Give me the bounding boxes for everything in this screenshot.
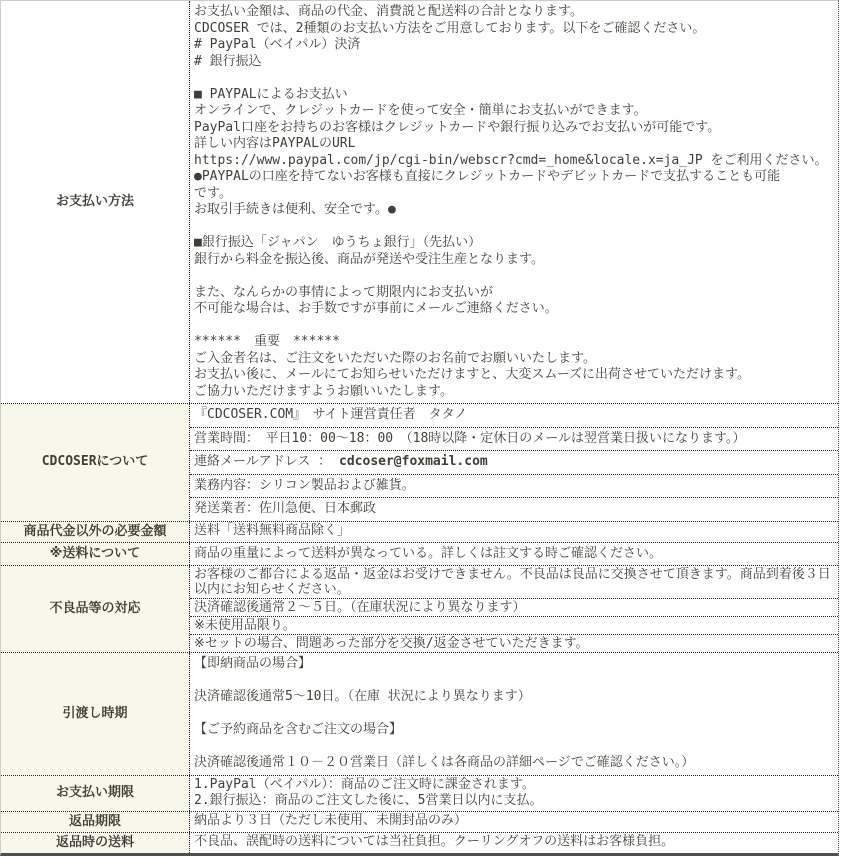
text-line bbox=[194, 268, 835, 285]
row-header: 返品時の送料 bbox=[1, 833, 190, 853]
text-line: # 銀行振込 bbox=[194, 53, 262, 69]
text-line: # PayPal（ベイパル）決済 bbox=[194, 37, 361, 52]
text-line: ご入金者名は、ご注文をいただいた際のお名前でお願いいたします。 bbox=[194, 350, 596, 366]
text-line bbox=[194, 673, 835, 690]
text-line: お客様のご都合による返品・返金はお受けできません。不良品は良品に交換させて頂きます。商品到着後３日以内にお知らせください。 bbox=[194, 567, 831, 597]
text-line: 決済確認後通常１０－２０営業日（詳しくは各商品の詳細ページでご確認ください。） bbox=[194, 755, 695, 770]
content-cell bbox=[190, 404, 838, 427]
text-line: お支払い後に、メールにてお知らせいただけますと、大変スムーズに出荷させていただけます。 bbox=[194, 367, 751, 382]
content-cell bbox=[190, 634, 838, 652]
table-row bbox=[1, 811, 838, 832]
text-line: 送料「送料無料商品除く」 bbox=[194, 522, 351, 538]
text-line: 業務内容：シリコン製品および雑貨。 bbox=[194, 477, 415, 493]
content-cell bbox=[190, 474, 838, 498]
text-line: 発送業者：佐川急便、日本郵政 bbox=[194, 501, 377, 516]
text-line bbox=[194, 318, 835, 335]
row-header: 引渡し時期 bbox=[1, 653, 190, 775]
row-content bbox=[190, 522, 838, 542]
text-line: 【ご予約商品を含むご注文の場合】 bbox=[194, 722, 403, 737]
row-header: 不良品等の対応 bbox=[1, 566, 190, 652]
text-line: お支払い金額は、商品の代金、消費説と配送料の合計となります。 bbox=[194, 4, 583, 19]
content-cell bbox=[190, 450, 838, 474]
content-cell bbox=[190, 616, 838, 634]
contact-email: cdcoser@foxmail.com bbox=[339, 454, 488, 469]
row-header: 返品期限 bbox=[1, 812, 190, 832]
table-row bbox=[1, 1, 838, 403]
content-cell bbox=[190, 776, 838, 811]
row-header: お支払い方法 bbox=[1, 1, 190, 403]
text-line: 決済確認後通常２～５日。（在庫状況により異なります） bbox=[194, 600, 526, 615]
text-line: ご協力いただけますようお願いいたします。 bbox=[194, 383, 453, 399]
table-row bbox=[1, 565, 838, 652]
row-content bbox=[190, 776, 838, 811]
row-content bbox=[190, 566, 838, 652]
content-cell bbox=[190, 653, 838, 775]
table-row bbox=[1, 521, 838, 542]
text-line: ■ PAYPALによるお支払い bbox=[194, 86, 348, 102]
text-line: 営業時間： 平日10：00～18：00 （18時以降・定休日のメールは翌営業日扱いになります。） bbox=[194, 430, 746, 446]
table-row bbox=[1, 832, 838, 853]
email-label: 連絡メールアドレス ： bbox=[194, 454, 340, 469]
text-line: ●PAYPALの口座を持てないお客様も直接にクレジットカードやデビットカードで支払することも可能 bbox=[194, 169, 781, 184]
row-header: CDCOSERについて bbox=[1, 404, 190, 521]
row-content bbox=[190, 404, 838, 521]
text-line: 納品より３日（ただし未使用、未開封品のみ） bbox=[194, 812, 468, 828]
content-cell bbox=[190, 543, 838, 566]
text-line: 銀行から料金を振込後、商品が発送や受注生産となります。 bbox=[194, 251, 544, 267]
text-line: です。 bbox=[194, 185, 232, 201]
row-content bbox=[190, 653, 838, 775]
text-line: PayPal口座をお持ちのお客様はクレジットカードや銀行振り込みでお支払いが可能です。 bbox=[194, 119, 721, 135]
content-cell bbox=[190, 427, 838, 451]
text-line: 【即納商品の場合】 bbox=[194, 656, 312, 671]
content-cell bbox=[190, 566, 838, 598]
text-line bbox=[194, 739, 835, 756]
content-cell bbox=[190, 1, 838, 403]
text-line: https://www.paypal.com/jp/cgi-bin/webscr?cmd=_home&locale.x=ja_JP をご利用ください。 bbox=[194, 152, 828, 168]
text-line: 1.PayPal（ベイパル）：商品のご注文時に課金されます。 bbox=[194, 776, 535, 792]
row-header: お支払い期限 bbox=[1, 776, 190, 811]
text-line: お取引手続きは便利、安全です。● bbox=[194, 202, 396, 217]
row-header: ※送料について bbox=[1, 543, 190, 566]
content-cell bbox=[190, 522, 838, 541]
content-cell bbox=[190, 833, 838, 852]
text-line: 2.銀行振込：商品のご注文した後に、5営業日以内に支払。 bbox=[194, 793, 543, 808]
text-line bbox=[194, 70, 835, 87]
text-line: ※未使用品限り。 bbox=[194, 618, 296, 633]
text-line bbox=[194, 706, 835, 723]
row-content bbox=[190, 833, 838, 853]
text-line: ■銀行振込「ジャパン ゆうちょ銀行」（先払い） bbox=[194, 235, 482, 250]
text-line: 商品の重量によって送料が異なっている。詳しくは註文する時ご確認ください。 bbox=[194, 545, 663, 561]
table-row bbox=[1, 542, 838, 566]
text-line: オンラインで、クレジットカードを使って安全・簡単にお支払いができます。 bbox=[194, 103, 647, 118]
row-header: 商品代金以外の必要金額 bbox=[1, 522, 190, 542]
row-content bbox=[190, 812, 838, 832]
text-line: ※セットの場合、問題あった部分を交換/返金させていただきます。 bbox=[194, 636, 589, 651]
text-line: 不良品、誤配時の送料については当社負担。クーリングオフの送料はお客様負担。 bbox=[194, 833, 675, 849]
table-row bbox=[1, 652, 838, 775]
text-line: 不可能な場合は、お手数ですが事前にメールご連絡ください。 bbox=[194, 301, 558, 316]
content-cell bbox=[190, 812, 838, 831]
table-row bbox=[1, 775, 838, 811]
text-line: 詳しい内容はPAYPALのURL bbox=[194, 136, 356, 151]
text-line: 決済確認後通常5～10日。（在庫 状況により異なります） bbox=[194, 689, 531, 704]
text-line: 『CDCOSER.COM』 サイト運営責任者 タタノ bbox=[194, 407, 468, 422]
text-line: また、なんらかの事情によって期限内にお支払いが bbox=[194, 284, 494, 300]
row-content bbox=[190, 1, 838, 403]
text-line: ****** 重要 ****** bbox=[194, 334, 340, 349]
content-cell bbox=[190, 598, 838, 616]
content-cell bbox=[190, 497, 838, 521]
table-row bbox=[1, 403, 838, 521]
text-line: CDCOSER では、2種類のお支払い方法をご用意しております。以下をご確認ください。 bbox=[194, 20, 706, 36]
row-content bbox=[190, 543, 838, 566]
text-line bbox=[194, 454, 835, 471]
text-line bbox=[194, 219, 835, 236]
